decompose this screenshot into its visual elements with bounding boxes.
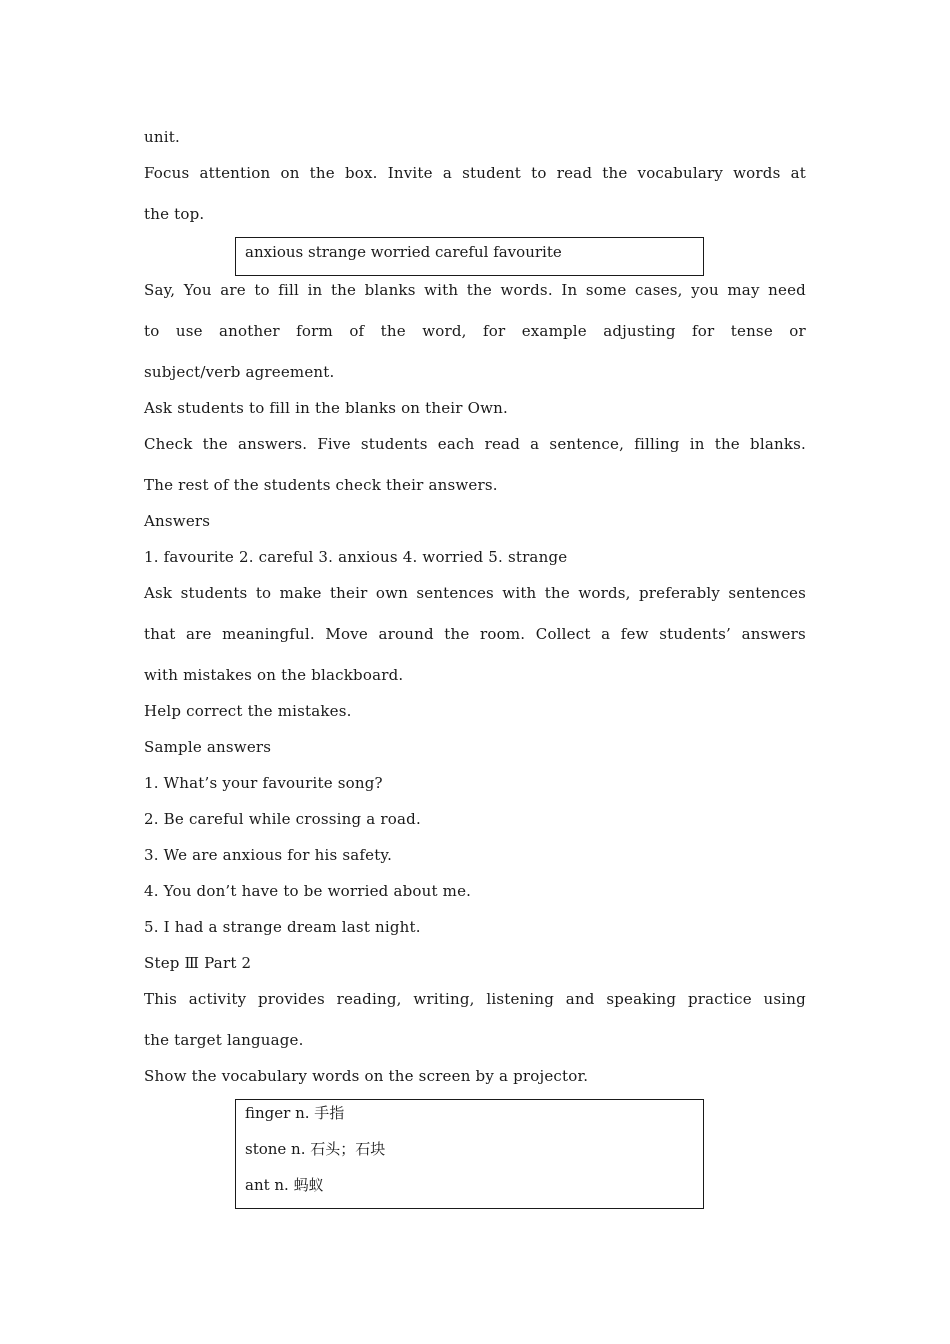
text-line-justified xyxy=(144,584,806,602)
word: Say, xyxy=(144,281,176,299)
word: and xyxy=(565,990,595,1008)
word: Move xyxy=(325,625,368,643)
word: filling xyxy=(634,435,680,453)
word: the xyxy=(444,625,470,643)
word: to xyxy=(531,164,547,182)
word: the xyxy=(544,584,570,602)
word: read xyxy=(484,435,521,453)
word: use xyxy=(175,322,203,340)
word: are xyxy=(186,625,212,643)
word: are xyxy=(220,281,246,299)
vocab-item: finger n. 手指 xyxy=(245,1104,345,1122)
word: students xyxy=(360,435,428,453)
sample-answer: 3. We are anxious for his safety. xyxy=(144,846,393,864)
word: blanks. xyxy=(750,435,806,453)
word: to xyxy=(254,281,270,299)
sample-answer: 5. I had a strange dream last night. xyxy=(144,918,421,936)
word: Five xyxy=(317,435,351,453)
word: words, xyxy=(578,584,631,602)
word: sentences xyxy=(728,584,806,602)
word: reading, xyxy=(336,990,402,1008)
word: to xyxy=(144,322,160,340)
word: Invite xyxy=(387,164,433,182)
word: words. xyxy=(500,281,553,299)
word: on xyxy=(280,164,300,182)
text-line-justified xyxy=(144,281,806,299)
text-line: The rest of the students check their answers. xyxy=(144,476,498,494)
text-line-justified xyxy=(144,435,806,453)
step-heading: Step Ⅲ Part 2 xyxy=(144,954,252,972)
word: room. xyxy=(480,625,526,643)
word: in xyxy=(307,281,323,299)
word: for xyxy=(692,322,715,340)
word: in xyxy=(689,435,705,453)
word: the xyxy=(380,322,406,340)
word: In xyxy=(561,281,578,299)
sample-answer: 2. Be careful while crossing a road. xyxy=(144,810,421,828)
word: writing, xyxy=(413,990,475,1008)
word: attention xyxy=(199,164,271,182)
word: students’ xyxy=(659,625,732,643)
word: students xyxy=(180,584,248,602)
text-line: unit. xyxy=(144,128,180,146)
word-box xyxy=(235,237,704,276)
word: their xyxy=(329,584,368,602)
word: need xyxy=(768,281,806,299)
word: the xyxy=(330,281,357,299)
word: words xyxy=(733,164,781,182)
word: may xyxy=(727,281,760,299)
word: tense xyxy=(730,322,773,340)
word: own xyxy=(375,584,408,602)
word: each xyxy=(437,435,475,453)
word: a xyxy=(530,435,540,453)
word: activity xyxy=(188,990,247,1008)
word: some xyxy=(585,281,627,299)
word: of xyxy=(349,322,365,340)
word: meaningful. xyxy=(222,625,315,643)
word: box. xyxy=(344,164,378,182)
word: practice xyxy=(687,990,752,1008)
word: student xyxy=(462,164,522,182)
word: a xyxy=(442,164,452,182)
word: You xyxy=(183,281,212,299)
word: blanks xyxy=(364,281,416,299)
word: around xyxy=(378,625,434,643)
text-line: the target language. xyxy=(144,1031,304,1049)
word: with xyxy=(502,584,537,602)
text-line-justified xyxy=(144,990,806,1008)
sample-answer: 4. You don’t have to be worried about me. xyxy=(144,882,472,900)
word: a xyxy=(601,625,611,643)
text-line-justified xyxy=(144,164,806,182)
text-line: with mistakes on the blackboard. xyxy=(144,666,404,684)
word: preferably xyxy=(638,584,721,602)
word: sentence, xyxy=(549,435,625,453)
word: the xyxy=(309,164,335,182)
word: read xyxy=(556,164,593,182)
word: make xyxy=(279,584,322,602)
word: few xyxy=(620,625,649,643)
word: listening xyxy=(486,990,555,1008)
word: at xyxy=(790,164,806,182)
text-line: the top. xyxy=(144,205,205,223)
word: Ask xyxy=(144,584,173,602)
word: the xyxy=(602,164,628,182)
text-line-justified xyxy=(144,322,806,340)
word: you xyxy=(691,281,719,299)
answers-line: 1. favourite 2. careful 3. anxious 4. worried 5. strange xyxy=(144,548,568,566)
word: adjusting xyxy=(603,322,676,340)
sample-answer: 1. What’s your favourite song? xyxy=(144,774,383,792)
word: with xyxy=(424,281,459,299)
word: for xyxy=(482,322,506,340)
word: cases, xyxy=(634,281,683,299)
word: using xyxy=(763,990,806,1008)
word: answers. xyxy=(237,435,308,453)
word: answers xyxy=(741,625,806,643)
section-label: Sample answers xyxy=(144,738,272,756)
word-box-text: anxious strange worried careful favourite xyxy=(245,243,562,261)
word: the xyxy=(466,281,492,299)
word: another xyxy=(219,322,280,340)
word: Collect xyxy=(535,625,591,643)
word: the xyxy=(202,435,228,453)
word: provides xyxy=(257,990,325,1008)
vocab-item: stone n. 石头；石块 xyxy=(245,1140,386,1158)
word: This xyxy=(144,990,177,1008)
word: vocabulary xyxy=(637,164,724,182)
vocab-item: ant n. 蚂蚁 xyxy=(245,1176,324,1194)
word: fill xyxy=(278,281,300,299)
word: form xyxy=(296,322,333,340)
word: example xyxy=(521,322,587,340)
text-line: subject/verb agreement. xyxy=(144,363,335,381)
word: to xyxy=(255,584,272,602)
word: sentences xyxy=(416,584,494,602)
text-line: Help correct the mistakes. xyxy=(144,702,352,720)
section-label: Answers xyxy=(144,512,211,530)
text-line-justified xyxy=(144,625,806,643)
word: speaking xyxy=(606,990,677,1008)
word: the xyxy=(714,435,740,453)
word: that xyxy=(144,625,176,643)
word: or xyxy=(789,322,806,340)
word: Check xyxy=(144,435,193,453)
text-line: Ask students to fill in the blanks on their Own. xyxy=(144,399,508,417)
word: Focus xyxy=(144,164,190,182)
text-line: Show the vocabulary words on the screen by a projector. xyxy=(144,1067,589,1085)
vocab-box xyxy=(235,1099,704,1209)
word: word, xyxy=(422,322,467,340)
